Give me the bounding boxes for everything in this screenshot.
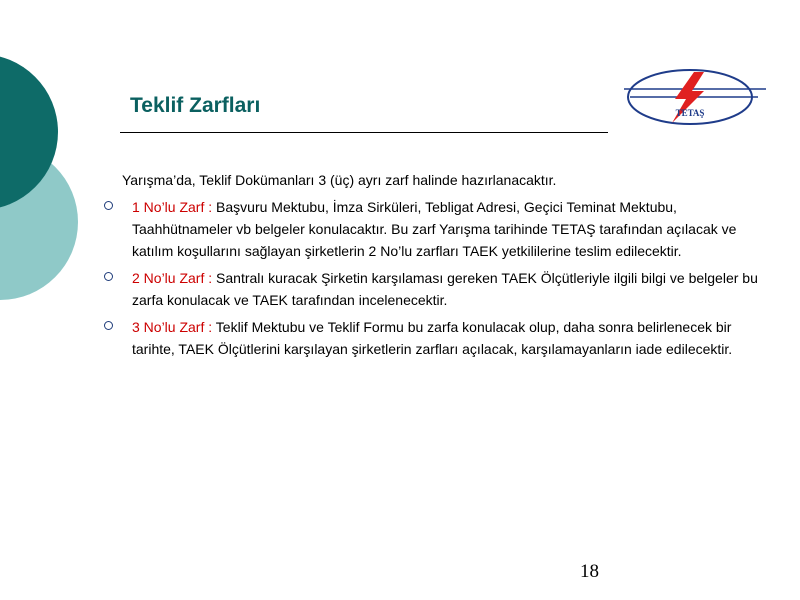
list-item-text: Teklif Mektubu ve Teklif Formu bu zarfa konulacak olup, daha sonra belirlenecek bir tarihte, TAEK Ölçütlerini karşılayan şirketlerin zarfları açılacak, karşılamayanların iade edilecektir. xyxy=(132,319,733,357)
list-item xyxy=(104,196,764,262)
bullet-circle-icon xyxy=(104,272,113,281)
list-item-lead: 2 No’lu Zarf : xyxy=(132,270,213,286)
list-item-text: Başvuru Mektubu, İmza Sirküleri, Tebligat Adresi, Geçici Teminat Mektubu, Taahhütnameler vb belgeler konulacaktır. Bu zarf Yarışma tarihinde TETAŞ tarafından açılacak ve katılım koşullarını sağlayan şirketlerin 2 No’lu zarfları TAEK yetkililerine teslim edilecektir. xyxy=(132,199,737,259)
list-item xyxy=(104,316,764,360)
tetas-logo xyxy=(618,66,768,133)
list-item-text: Santralı kuracak Şirketin karşılaması gereken TAEK Ölçütleriyle ilgili bilgi ve belgeler bu zarfa konulacak ve TAEK tarafından incelenecektir. xyxy=(132,270,758,308)
decorative-circles xyxy=(0,0,120,320)
page-number: 18 xyxy=(580,561,599,582)
bullet-list xyxy=(104,196,764,365)
logo-text: TETAŞ xyxy=(675,108,705,118)
list-item xyxy=(104,267,764,311)
bullet-circle-icon xyxy=(104,321,113,330)
list-item-lead: 1 No’lu Zarf : xyxy=(132,199,213,215)
title-divider xyxy=(120,132,608,133)
slide-title: Teklif Zarfları xyxy=(130,94,261,117)
list-item-lead: 3 No’lu Zarf : xyxy=(132,319,213,335)
bullet-circle-icon xyxy=(104,201,113,210)
intro-text: Yarışma’da, Teklif Dokümanları 3 (üç) ayrı zarf halinde hazırlanacaktır. xyxy=(122,172,557,188)
